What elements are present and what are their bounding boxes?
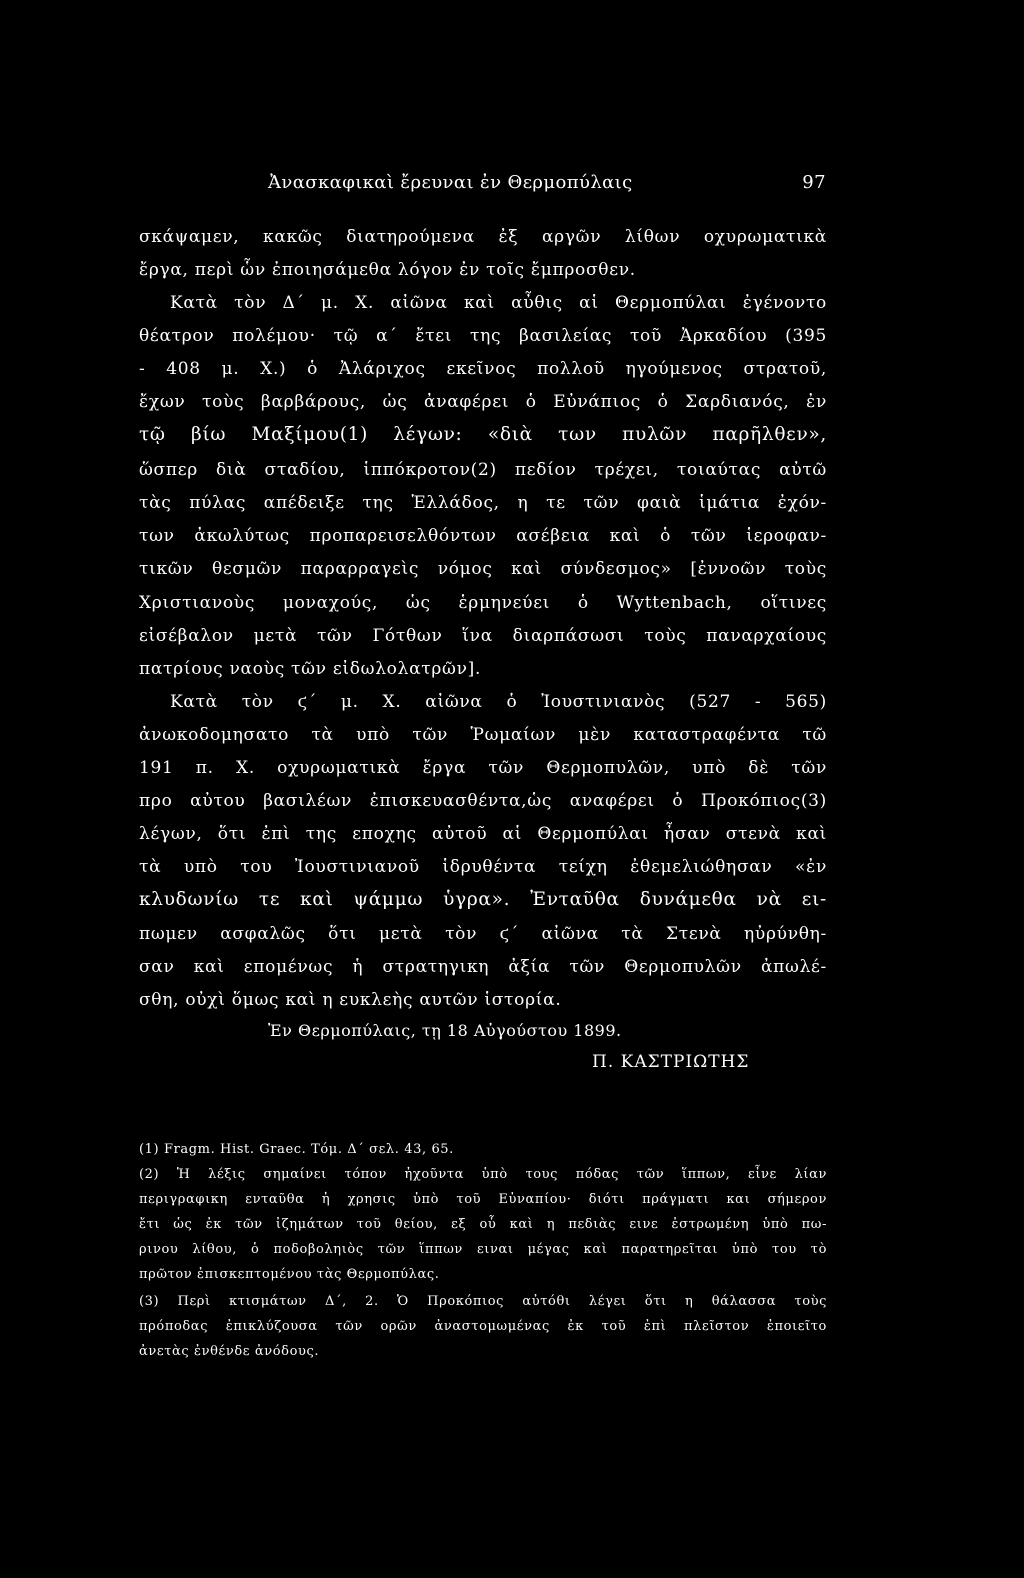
body-line: Κατὰ τὸν ϛ΄ μ. Χ. αἰῶνα ὁ Ἰουστινιανὸς (527 - 565) — [170, 692, 827, 712]
footnote-line: ἔτι ὡς ἐκ τῶν ἰζημάτων τοῦ θείου, εξ οὗ καὶ η πεδιὰς εινε ἐστρωμένη ὑπὸ πω- — [139, 1217, 827, 1232]
body-line: προ αὐτου βασιλέων ἐπισκευασθέντα,ὡς αναφέρει ὁ Προκόπιος(3) — [139, 791, 827, 811]
body-line: 191 π. Χ. οχυρωματικὰ ἔργα τῶν Θερμοπυλῶν, υπὸ δὲ τῶν — [139, 758, 827, 778]
footnote-line: (2) Ἡ λέξις σημαίνει τόπον ἠχοῦντα ὑπὸ τους πόδας τῶν ἵππων, εἶνε λίαν — [139, 1167, 827, 1182]
body-line: λέγων, ὅτι ἐπὶ της εποχης αὐτοῦ αἱ Θερμοπύλαι ἦσαν στενὰ καὶ — [139, 824, 827, 844]
body-line: κλυδωνίω τε καὶ ψάμμω ὑγρα». Ἐνταῦθα δυνάμεθα νὰ ει- — [139, 889, 827, 910]
body-line: ἔργα, περὶ ὧν ἐποιησάμεθα λόγον ἐν τοῖς ἔμπροσθεν. — [139, 260, 636, 280]
footnote-line: ρινου λίθου, ὁ ποδοβοληιὸς τῶν ἵππων ειναι μέγας καὶ παρατηρεῖται ὑπὸ του τὸ — [139, 1242, 827, 1257]
body-line: ὥσπερ διὰ σταδίου, ἱππόκροτον(2) πεδίον τρέχει, τοιαύτας αὐτῶ — [139, 460, 827, 480]
running-header — [268, 172, 826, 193]
signature-place-date: Ἐν Θερμοπύλαις, τῃ 18 Αὐγούστου 1899. — [268, 1021, 622, 1040]
body-line: ἔχων τοὺς βαρβάρους, ὡς ἀναφέρει ὁ Εὐνάπιος ὁ Σαρδιανός, ἐν — [139, 392, 827, 412]
body-line: σκάψαμεν, κακῶς διατηρούμενα ἐξ αργῶν λίθων οχυρωματικὰ — [139, 227, 827, 247]
footnote-line: πρόποδας ἐπικλύζουσα τῶν ορῶν ἀναστομωμένας ἐκ τοῦ ἐπὶ πλεῖστον ἐποιεῖτο — [139, 1319, 827, 1334]
body-line: τὰς πύλας απέδειξε της Ἑλλάδος, η τε τῶν φαιὰ ἱμάτια ἐχόν- — [139, 493, 827, 513]
body-line: τικῶν θεσμῶν παραρραγεὶς νόμος καὶ σύνδεσμος» [ἐννοῶν τοὺς — [139, 559, 827, 579]
body-line: εἰσέβαλον μετὰ τῶν Γότθων ἵνα διαρπάσωσι τοὺς παναρχαίους — [139, 626, 827, 646]
body-line: τὰ υπὸ του Ἰουστινιανοῦ ἱδρυθέντα τείχη ἐθεμελιώθησαν «ἐν — [139, 857, 827, 877]
running-title: Ἀνασκαφικαὶ ἔρευναι ἐν Θερμοπύλαις — [268, 172, 633, 193]
page-number: 97 — [802, 172, 826, 193]
footnote-line: ἀνετὰς ἐνθένδε ἀνόδους. — [139, 1344, 320, 1359]
body-line: των ἀκωλύτως προπαρεισελθόντων ασέβεια καὶ ὁ τῶν ἱεροφαν- — [139, 526, 827, 546]
body-line: πωμεν ασφαλῶς ὅτι μετὰ τὸν ϛ΄ αἰῶνα τὰ Στενὰ ηὐρύνθη- — [139, 924, 827, 944]
footnote-line: (1) Fragm. Hist. Graec. Τόμ. Δ΄ σελ. 43, 65. — [139, 1142, 454, 1157]
body-line: πατρίους ναοὺς τῶν εἰδωλολατρῶν]. — [139, 659, 482, 679]
body-line: Κατὰ τὸν Δ΄ μ. Χ. αἰῶνα καὶ αὖθις αἱ Θερμοπύλαι ἐγένοντο — [170, 293, 827, 313]
body-line: σθη, οὐχὶ ὅμως καὶ η ευκλεὴς αυτῶν ἱστορία. — [139, 990, 562, 1010]
signature-author: Π. ΚΑΣΤΡΙΩΤΗΣ — [592, 1052, 750, 1072]
footnote-line: (3) Περὶ κτισμάτων Δ΄, 2. Ὁ Προκόπιος αὐτόθι λέγει ὅτι η θάλασσα τοὺς — [139, 1294, 827, 1309]
footnote-line: πρῶτον ἐπισκεπτομένου τὰς Θερμοπύλας. — [139, 1267, 440, 1282]
body-line: θέατρον πολέμου· τῷ α΄ ἔτει της βασιλείας τοῦ Ἀρκαδίου (395 — [139, 326, 827, 346]
footnote-line: περιγραφικη ενταῦθα ἡ χρησις ὑπὸ τοῦ Εὐναπίου· διότι πράγματι και σήμερον — [139, 1192, 827, 1207]
body-line: ἀνωκοδομησατο τὰ υπὸ τῶν Ῥωμαίων μὲν καταστραφέντα τῶ — [139, 725, 827, 745]
body-line: Χριστιανοὺς μοναχούς, ὡς ἑρμηνεύει ὁ Wyttenbach, οἵτινες — [139, 593, 827, 613]
body-line: σαν καὶ επομένως ἡ στρατηγικη ἀξία τῶν Θερμοπυλῶν ἀπωλέ- — [139, 957, 827, 977]
body-line: - 408 μ. Χ.) ὁ Ἀλάριχος εκεῖνος πολλοῦ ηγούμενος στρατοῦ, — [139, 359, 827, 379]
body-line: τῷ βίω Μαξίμου(1) λέγων: «διὰ των πυλῶν παρῆλθεν», — [139, 424, 827, 445]
